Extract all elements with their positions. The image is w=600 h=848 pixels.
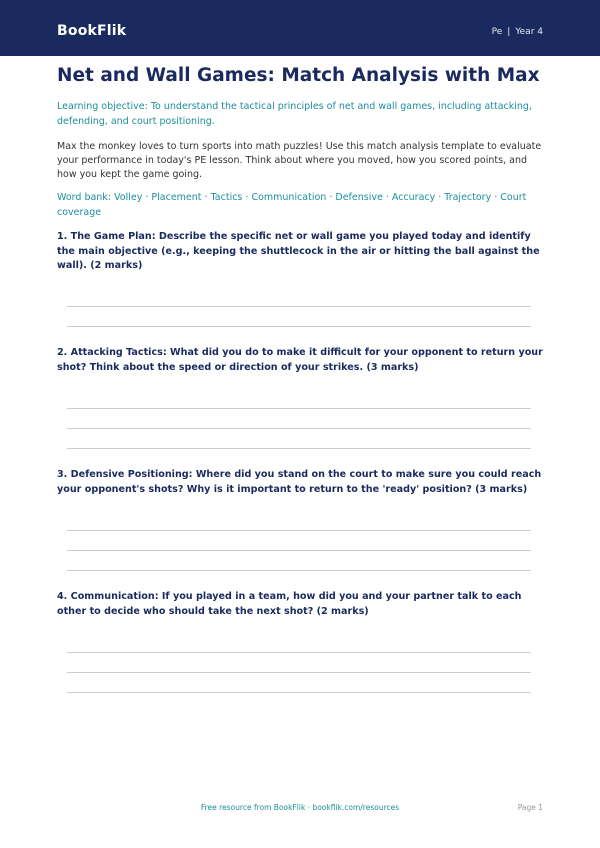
word-bank: Word bank: Volley · Placement · Tactics · Communication · Defensive · Accuracy · Trajectory · Court coverage	[57, 192, 527, 218]
worksheet-intro	[57, 64, 543, 220]
year-label: Year 4	[515, 27, 543, 37]
answer-line[interactable]	[67, 326, 531, 327]
answer-line[interactable]	[67, 408, 531, 409]
page-title: Net and Wall Games: Match Analysis with Max	[57, 65, 540, 86]
answer-line[interactable]	[67, 530, 531, 531]
answer-line[interactable]	[67, 692, 531, 693]
answer-line[interactable]	[67, 570, 531, 571]
answer-line[interactable]	[67, 306, 531, 307]
brand-logo-text: BookFlik	[57, 23, 127, 39]
meta-separator: |	[507, 27, 511, 37]
answer-line[interactable]	[67, 550, 531, 551]
question-2: 2. Attacking Tactics: What did you do to make it difficult for your opponent to return your shot? Think about the speed or direction of your strikes. (3 marks)	[57, 347, 543, 373]
learning-objective: Learning objective: To understand the tactical principles of net and wall games, including attacking, defending, and court positioning.	[57, 101, 532, 127]
page-number: Page 1	[517, 803, 543, 812]
subject-label: Pe	[491, 27, 503, 37]
footer-credit-link[interactable]: Free resource from BookFlik · bookflik.com/resources	[200, 803, 400, 812]
question-1: 1. The Game Plan: Describe the specific net or wall game you played today and identify the main objective (e.g., keeping the shuttlecock in the air or hitting the ball against the wall). (2 marks)	[57, 231, 540, 271]
page-header	[0, 0, 600, 56]
subject-year-label	[492, 27, 543, 37]
answer-line[interactable]	[67, 652, 531, 653]
question-3: 3. Defensive Positioning: Where did you stand on the court to make sure you could reach your opponent's shots? Why is it important to return to the 'ready' position? (3 marks)	[57, 469, 542, 495]
intro-paragraph: Max the monkey loves to turn sports into math puzzles! Use this match analysis template to evaluate your performance in today's PE lesson. Think about where you moved, how you scored points, and how you kept the game going.	[57, 141, 542, 180]
question-4: 4. Communication: If you played in a team, how did you and your partner talk to each other to decide who should take the next shot? (2 marks)	[57, 591, 522, 617]
answer-line[interactable]	[67, 428, 531, 429]
answer-line[interactable]	[67, 672, 531, 673]
answer-line[interactable]	[67, 448, 531, 449]
